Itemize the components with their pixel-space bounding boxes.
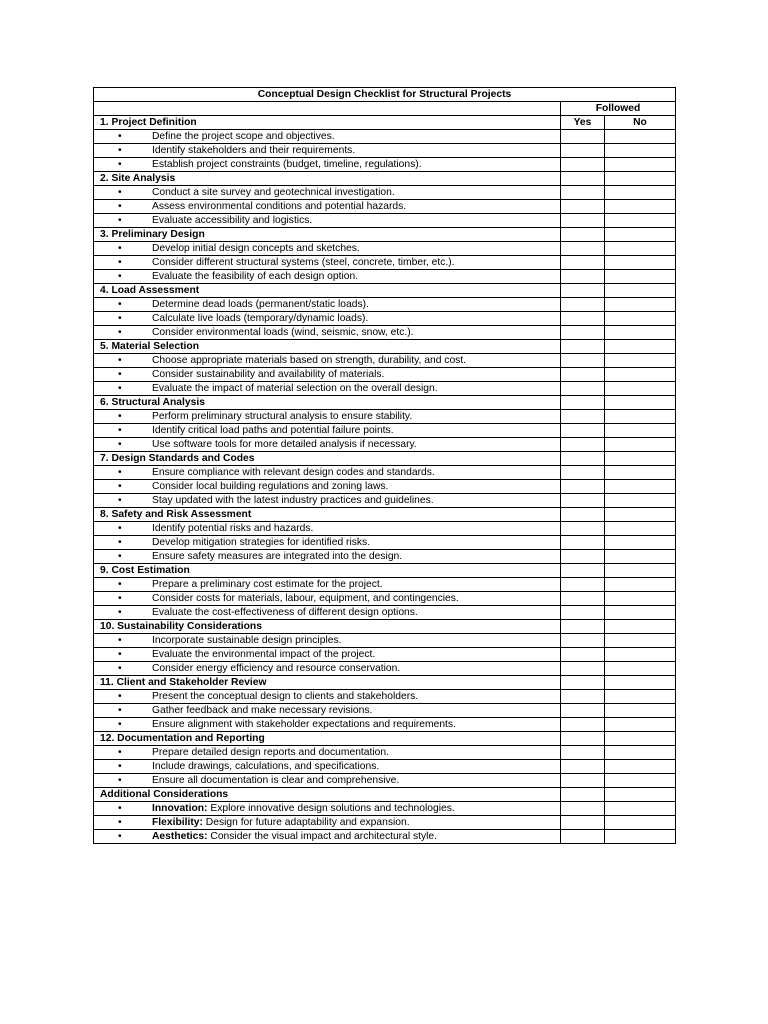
section-row-cost-estimation: [94, 564, 676, 578]
checklist-item: [94, 368, 561, 382]
item-text: Prepare a preliminary cost estimate for the project.: [152, 578, 383, 590]
checklist-item: [94, 354, 561, 368]
yes-checkbox-cell[interactable]: [561, 830, 605, 844]
yes-cell: [561, 620, 605, 634]
checklist-item-row: [94, 662, 676, 676]
item-text: Consider local building regulations and zoning laws.: [152, 480, 389, 492]
bullet-icon: •: [118, 494, 122, 506]
bullet-icon: •: [118, 606, 122, 618]
no-cell: [605, 732, 676, 746]
checklist-item: [94, 550, 561, 564]
item-text: Use software tools for more detailed analysis if necessary.: [152, 438, 417, 450]
item-text: Consider costs for materials, labour, equipment, and contingencies.: [152, 592, 459, 604]
yes-checkbox-cell[interactable]: [561, 592, 605, 606]
item-text: Design for future adaptability and expansion.: [202, 816, 410, 828]
item-text: Ensure compliance with relevant design codes and standards.: [152, 466, 435, 478]
checklist-item: [94, 214, 561, 228]
yes-cell: [561, 340, 605, 354]
yes-checkbox-cell[interactable]: [561, 494, 605, 508]
checklist-item-row: [94, 634, 676, 648]
item-text: Conduct a site survey and geotechnical investigation.: [152, 186, 395, 198]
no-checkbox-cell[interactable]: [605, 592, 676, 606]
item-text: Calculate live loads (temporary/dynamic loads).: [152, 312, 369, 324]
yes-checkbox-cell[interactable]: [561, 270, 605, 284]
bullet-icon: •: [118, 536, 122, 548]
checklist-item: [94, 466, 561, 480]
item-text: Ensure alignment with stakeholder expectations and requirements.: [152, 718, 456, 730]
bullet-icon: •: [118, 592, 122, 604]
section-row-preliminary-design: [94, 228, 676, 242]
section-title: 9. Cost Estimation: [94, 564, 561, 578]
no-checkbox-cell[interactable]: [605, 704, 676, 718]
yes-cell: [561, 452, 605, 466]
no-checkbox-cell[interactable]: [605, 368, 676, 382]
section-row-safety-and-risk-assessment: [94, 508, 676, 522]
no-checkbox-cell[interactable]: [605, 690, 676, 704]
no-cell: [605, 396, 676, 410]
no-column-header: No: [605, 116, 676, 130]
item-text: Evaluate the environmental impact of the project.: [152, 648, 376, 660]
item-label: Aesthetics:: [152, 830, 208, 842]
yes-checkbox-cell[interactable]: [561, 242, 605, 256]
no-checkbox-cell[interactable]: [605, 466, 676, 480]
item-text: Explore innovative design solutions and technologies.: [207, 802, 455, 814]
yes-checkbox-cell[interactable]: [561, 760, 605, 774]
no-checkbox-cell[interactable]: [605, 480, 676, 494]
section-title: 4. Load Assessment: [94, 284, 561, 298]
item-text: Consider energy efficiency and resource conservation.: [152, 662, 401, 674]
no-checkbox-cell[interactable]: [605, 606, 676, 620]
no-checkbox-cell[interactable]: [605, 634, 676, 648]
checklist-item-row: [94, 816, 676, 830]
item-text: Choose appropriate materials based on strength, durability, and cost.: [152, 354, 467, 366]
bullet-icon: •: [118, 816, 122, 828]
checklist-item-row: [94, 312, 676, 326]
section-row-additional-considerations: [94, 788, 676, 802]
checklist-item: [94, 424, 561, 438]
no-checkbox-cell[interactable]: [605, 816, 676, 830]
no-checkbox-cell[interactable]: [605, 200, 676, 214]
bullet-icon: •: [118, 634, 122, 646]
checklist-item: [94, 592, 561, 606]
item-text: Assess environmental conditions and potential hazards.: [152, 200, 407, 212]
title-row: [94, 88, 676, 102]
checklist-item: [94, 522, 561, 536]
no-checkbox-cell[interactable]: [605, 522, 676, 536]
yes-checkbox-cell[interactable]: [561, 704, 605, 718]
yes-checkbox-cell[interactable]: [561, 410, 605, 424]
bullet-icon: •: [118, 830, 122, 842]
checklist-item: [94, 494, 561, 508]
no-checkbox-cell[interactable]: [605, 410, 676, 424]
section-title: 5. Material Selection: [94, 340, 561, 354]
no-checkbox-cell[interactable]: [605, 214, 676, 228]
bullet-icon: •: [118, 242, 122, 254]
no-checkbox-cell[interactable]: [605, 158, 676, 172]
bullet-icon: •: [118, 214, 122, 226]
no-checkbox-cell[interactable]: [605, 746, 676, 760]
item-text: Evaluate the impact of material selection on the overall design.: [152, 382, 438, 394]
item-text: Evaluate the cost-effectiveness of different design options.: [152, 606, 418, 618]
bullet-icon: •: [118, 746, 122, 758]
no-cell: [605, 228, 676, 242]
checklist-item-row: [94, 410, 676, 424]
item-text: Ensure safety measures are integrated into the design.: [152, 550, 403, 562]
checklist-item: [94, 718, 561, 732]
checklist-item: [94, 648, 561, 662]
item-text: Incorporate sustainable design principles.: [152, 634, 342, 646]
bullet-icon: •: [118, 424, 122, 436]
bullet-icon: •: [118, 690, 122, 702]
no-checkbox-cell[interactable]: [605, 354, 676, 368]
no-checkbox-cell[interactable]: [605, 536, 676, 550]
checklist-item: [94, 158, 561, 172]
item-text: Consider sustainability and availability of materials.: [152, 368, 385, 380]
bullet-icon: •: [118, 648, 122, 660]
yes-checkbox-cell[interactable]: [561, 718, 605, 732]
checklist-item-row: [94, 382, 676, 396]
followed-header: Followed: [561, 102, 676, 116]
item-text: Present the conceptual design to clients and stakeholders.: [152, 690, 419, 702]
item-text: Consider environmental loads (wind, seismic, snow, etc.).: [152, 326, 414, 338]
no-cell: [605, 284, 676, 298]
no-checkbox-cell[interactable]: [605, 144, 676, 158]
yes-cell: [561, 508, 605, 522]
no-cell: [605, 676, 676, 690]
checklist-item-row: [94, 550, 676, 564]
bullet-icon: •: [118, 270, 122, 282]
yes-cell: [561, 172, 605, 186]
no-checkbox-cell[interactable]: [605, 256, 676, 270]
item-text: Develop initial design concepts and sketches.: [152, 242, 360, 254]
item-text: Consider different structural systems (steel, concrete, timber, etc.).: [152, 256, 455, 268]
no-checkbox-cell[interactable]: [605, 382, 676, 396]
section-title: Additional Considerations: [94, 788, 561, 802]
yes-checkbox-cell[interactable]: [561, 550, 605, 564]
yes-cell: [561, 676, 605, 690]
section-title: 7. Design Standards and Codes: [94, 452, 561, 466]
yes-checkbox-cell[interactable]: [561, 312, 605, 326]
yes-checkbox-cell[interactable]: [561, 158, 605, 172]
yes-checkbox-cell[interactable]: [561, 522, 605, 536]
checklist-item-row: [94, 648, 676, 662]
checklist-item-row: [94, 466, 676, 480]
no-cell: [605, 788, 676, 802]
checklist-item-row: [94, 774, 676, 788]
checklist-item-row: [94, 270, 676, 284]
section-title: 11. Client and Stakeholder Review: [94, 676, 561, 690]
checklist-item: [94, 410, 561, 424]
bullet-icon: •: [118, 326, 122, 338]
item-text: Include drawings, calculations, and specifications.: [152, 760, 380, 772]
no-cell: [605, 452, 676, 466]
yes-checkbox-cell[interactable]: [561, 606, 605, 620]
bullet-icon: •: [118, 200, 122, 212]
checklist-item-row: [94, 326, 676, 340]
checklist-item: [94, 144, 561, 158]
item-text: Identify potential risks and hazards.: [152, 522, 314, 534]
checklist-item-row: [94, 494, 676, 508]
yes-checkbox-cell[interactable]: [561, 256, 605, 270]
no-checkbox-cell[interactable]: [605, 130, 676, 144]
checklist-item: [94, 186, 561, 200]
no-checkbox-cell[interactable]: [605, 242, 676, 256]
checklist-item-row: [94, 424, 676, 438]
checklist-item-row: [94, 144, 676, 158]
checklist-item-row: [94, 536, 676, 550]
section-row-material-selection: [94, 340, 676, 354]
checklist-item: [94, 438, 561, 452]
bullet-icon: •: [118, 578, 122, 590]
no-checkbox-cell[interactable]: [605, 550, 676, 564]
checklist-item: [94, 704, 561, 718]
checklist-item-row: [94, 704, 676, 718]
checklist-item-row: [94, 158, 676, 172]
bullet-icon: •: [118, 662, 122, 674]
checklist-item: [94, 774, 561, 788]
item-label: Innovation:: [152, 802, 208, 814]
section-row-design-standards-and-codes: [94, 452, 676, 466]
section-title: 12. Documentation and Reporting: [94, 732, 561, 746]
checklist-item: [94, 256, 561, 270]
yes-checkbox-cell[interactable]: [561, 690, 605, 704]
bullet-icon: •: [118, 438, 122, 450]
checklist-item: [94, 690, 561, 704]
checklist-item-row: [94, 690, 676, 704]
yes-checkbox-cell[interactable]: [561, 214, 605, 228]
yes-checkbox-cell[interactable]: [561, 382, 605, 396]
checklist-item: [94, 242, 561, 256]
checklist-item: [94, 200, 561, 214]
checklist-item-row: [94, 830, 676, 844]
checklist-item-row: [94, 760, 676, 774]
no-checkbox-cell[interactable]: [605, 718, 676, 732]
checklist-item-row: [94, 368, 676, 382]
item-text: Identify stakeholders and their requirements.: [152, 144, 356, 156]
yes-cell: [561, 284, 605, 298]
checklist-item: [94, 578, 561, 592]
checklist-item: [94, 480, 561, 494]
no-checkbox-cell[interactable]: [605, 326, 676, 340]
bullet-icon: •: [118, 144, 122, 156]
yes-checkbox-cell[interactable]: [561, 200, 605, 214]
yes-checkbox-cell[interactable]: [561, 368, 605, 382]
bullet-icon: •: [118, 522, 122, 534]
checklist-item: [94, 270, 561, 284]
bullet-icon: •: [118, 354, 122, 366]
bullet-icon: •: [118, 312, 122, 324]
yes-checkbox-cell[interactable]: [561, 802, 605, 816]
section-title: 8. Safety and Risk Assessment: [94, 508, 561, 522]
yes-checkbox-cell[interactable]: [561, 746, 605, 760]
item-text: Consider the visual impact and architectural style.: [207, 830, 438, 842]
section-title: 1. Project Definition: [94, 116, 561, 130]
yes-checkbox-cell[interactable]: [561, 354, 605, 368]
bullet-icon: •: [118, 760, 122, 772]
no-checkbox-cell[interactable]: [605, 774, 676, 788]
item-text: Stay updated with the latest industry practices and guidelines.: [152, 494, 434, 506]
bullet-icon: •: [118, 718, 122, 730]
followed-header-row: [94, 102, 676, 116]
checklist-item-row: [94, 214, 676, 228]
no-cell: [605, 620, 676, 634]
yes-checkbox-cell[interactable]: [561, 578, 605, 592]
item-text: Prepare detailed design reports and documentation.: [152, 746, 389, 758]
checklist-item-row: [94, 438, 676, 452]
checklist-item: [94, 312, 561, 326]
checklist-item-row: [94, 480, 676, 494]
checklist-item-row: [94, 718, 676, 732]
yes-checkbox-cell[interactable]: [561, 326, 605, 340]
checklist-item: [94, 382, 561, 396]
yes-checkbox-cell[interactable]: [561, 480, 605, 494]
yes-cell: [561, 564, 605, 578]
section-row-sustainability-considerations: [94, 620, 676, 634]
item-text: Determine dead loads (permanent/static loads).: [152, 298, 369, 310]
checklist-item-row: [94, 592, 676, 606]
checklist-item: [94, 830, 561, 844]
bullet-icon: •: [118, 410, 122, 422]
no-checkbox-cell[interactable]: [605, 438, 676, 452]
checklist-item: [94, 130, 561, 144]
checklist-item: [94, 746, 561, 760]
section-title: 10. Sustainability Considerations: [94, 620, 561, 634]
bullet-icon: •: [118, 480, 122, 492]
no-checkbox-cell[interactable]: [605, 662, 676, 676]
bullet-icon: •: [118, 130, 122, 142]
no-cell: [605, 508, 676, 522]
item-text: Identify critical load paths and potential failure points.: [152, 424, 394, 436]
bullet-icon: •: [118, 550, 122, 562]
blank-header-cell: [94, 102, 561, 116]
checklist-item-row: [94, 130, 676, 144]
checklist-item: [94, 606, 561, 620]
checklist-item: [94, 298, 561, 312]
no-checkbox-cell[interactable]: [605, 830, 676, 844]
yes-checkbox-cell[interactable]: [561, 438, 605, 452]
yes-checkbox-cell[interactable]: [561, 648, 605, 662]
checklist-item: [94, 536, 561, 550]
yes-checkbox-cell[interactable]: [561, 662, 605, 676]
item-text: Ensure all documentation is clear and comprehensive.: [152, 774, 400, 786]
yes-checkbox-cell[interactable]: [561, 186, 605, 200]
item-text: Perform preliminary structural analysis to ensure stability.: [152, 410, 413, 422]
section-title: 3. Preliminary Design: [94, 228, 561, 242]
checklist-item: [94, 816, 561, 830]
section-row-documentation-and-reporting: [94, 732, 676, 746]
bullet-icon: •: [118, 802, 122, 814]
section-row-structural-analysis: [94, 396, 676, 410]
yes-cell: [561, 396, 605, 410]
item-text: Evaluate accessibility and logistics.: [152, 214, 313, 226]
no-checkbox-cell[interactable]: [605, 298, 676, 312]
yes-cell: [561, 732, 605, 746]
section-title: 2. Site Analysis: [94, 172, 561, 186]
yes-checkbox-cell[interactable]: [561, 774, 605, 788]
yes-checkbox-cell[interactable]: [561, 130, 605, 144]
checklist-item-row: [94, 354, 676, 368]
item-text: Establish project constraints (budget, timeline, regulations).: [152, 158, 422, 170]
bullet-icon: •: [118, 704, 122, 716]
checklist-item: [94, 326, 561, 340]
checklist-item-row: [94, 200, 676, 214]
section-row-site-analysis: [94, 172, 676, 186]
no-checkbox-cell[interactable]: [605, 648, 676, 662]
item-text: Gather feedback and make necessary revisions.: [152, 704, 373, 716]
checklist-item-row: [94, 298, 676, 312]
no-cell: [605, 564, 676, 578]
item-text: Evaluate the feasibility of each design option.: [152, 270, 359, 282]
checklist-table: [93, 87, 676, 844]
bullet-icon: •: [118, 158, 122, 170]
checklist-item-row: [94, 522, 676, 536]
section-row-client-and-stakeholder-review: [94, 676, 676, 690]
checklist-item-row: [94, 606, 676, 620]
section-row-load-assessment: [94, 284, 676, 298]
yes-checkbox-cell[interactable]: [561, 536, 605, 550]
checklist-item: [94, 802, 561, 816]
yes-checkbox-cell[interactable]: [561, 634, 605, 648]
bullet-icon: •: [118, 298, 122, 310]
yes-cell: [561, 228, 605, 242]
yes-checkbox-cell[interactable]: [561, 466, 605, 480]
no-checkbox-cell[interactable]: [605, 494, 676, 508]
yes-checkbox-cell[interactable]: [561, 816, 605, 830]
checklist-item-row: [94, 242, 676, 256]
item-text: Define the project scope and objectives.: [152, 130, 335, 142]
no-checkbox-cell[interactable]: [605, 578, 676, 592]
no-checkbox-cell[interactable]: [605, 312, 676, 326]
checklist-item-row: [94, 746, 676, 760]
checklist-item: [94, 760, 561, 774]
checklist-item: [94, 634, 561, 648]
checklist-item: [94, 662, 561, 676]
no-cell: [605, 172, 676, 186]
section-row-project-definition: [94, 116, 676, 130]
section-title: 6. Structural Analysis: [94, 396, 561, 410]
bullet-icon: •: [118, 466, 122, 478]
yes-checkbox-cell[interactable]: [561, 298, 605, 312]
yes-cell: [561, 788, 605, 802]
no-cell: [605, 340, 676, 354]
item-text: Develop mitigation strategies for identified risks.: [152, 536, 371, 548]
no-checkbox-cell[interactable]: [605, 424, 676, 438]
no-checkbox-cell[interactable]: [605, 186, 676, 200]
bullet-icon: •: [118, 186, 122, 198]
item-label: Flexibility:: [152, 816, 203, 828]
no-checkbox-cell[interactable]: [605, 270, 676, 284]
checklist-item-row: [94, 256, 676, 270]
yes-checkbox-cell[interactable]: [561, 424, 605, 438]
no-checkbox-cell[interactable]: [605, 760, 676, 774]
yes-column-header: Yes: [561, 116, 605, 130]
bullet-icon: •: [118, 368, 122, 380]
checklist-item-row: [94, 186, 676, 200]
yes-checkbox-cell[interactable]: [561, 144, 605, 158]
bullet-icon: •: [118, 256, 122, 268]
bullet-icon: •: [118, 382, 122, 394]
checklist-item-row: [94, 578, 676, 592]
document-title: Conceptual Design Checklist for Structural Projects: [94, 88, 676, 102]
checklist-item-row: [94, 802, 676, 816]
bullet-icon: •: [118, 774, 122, 786]
no-checkbox-cell[interactable]: [605, 802, 676, 816]
